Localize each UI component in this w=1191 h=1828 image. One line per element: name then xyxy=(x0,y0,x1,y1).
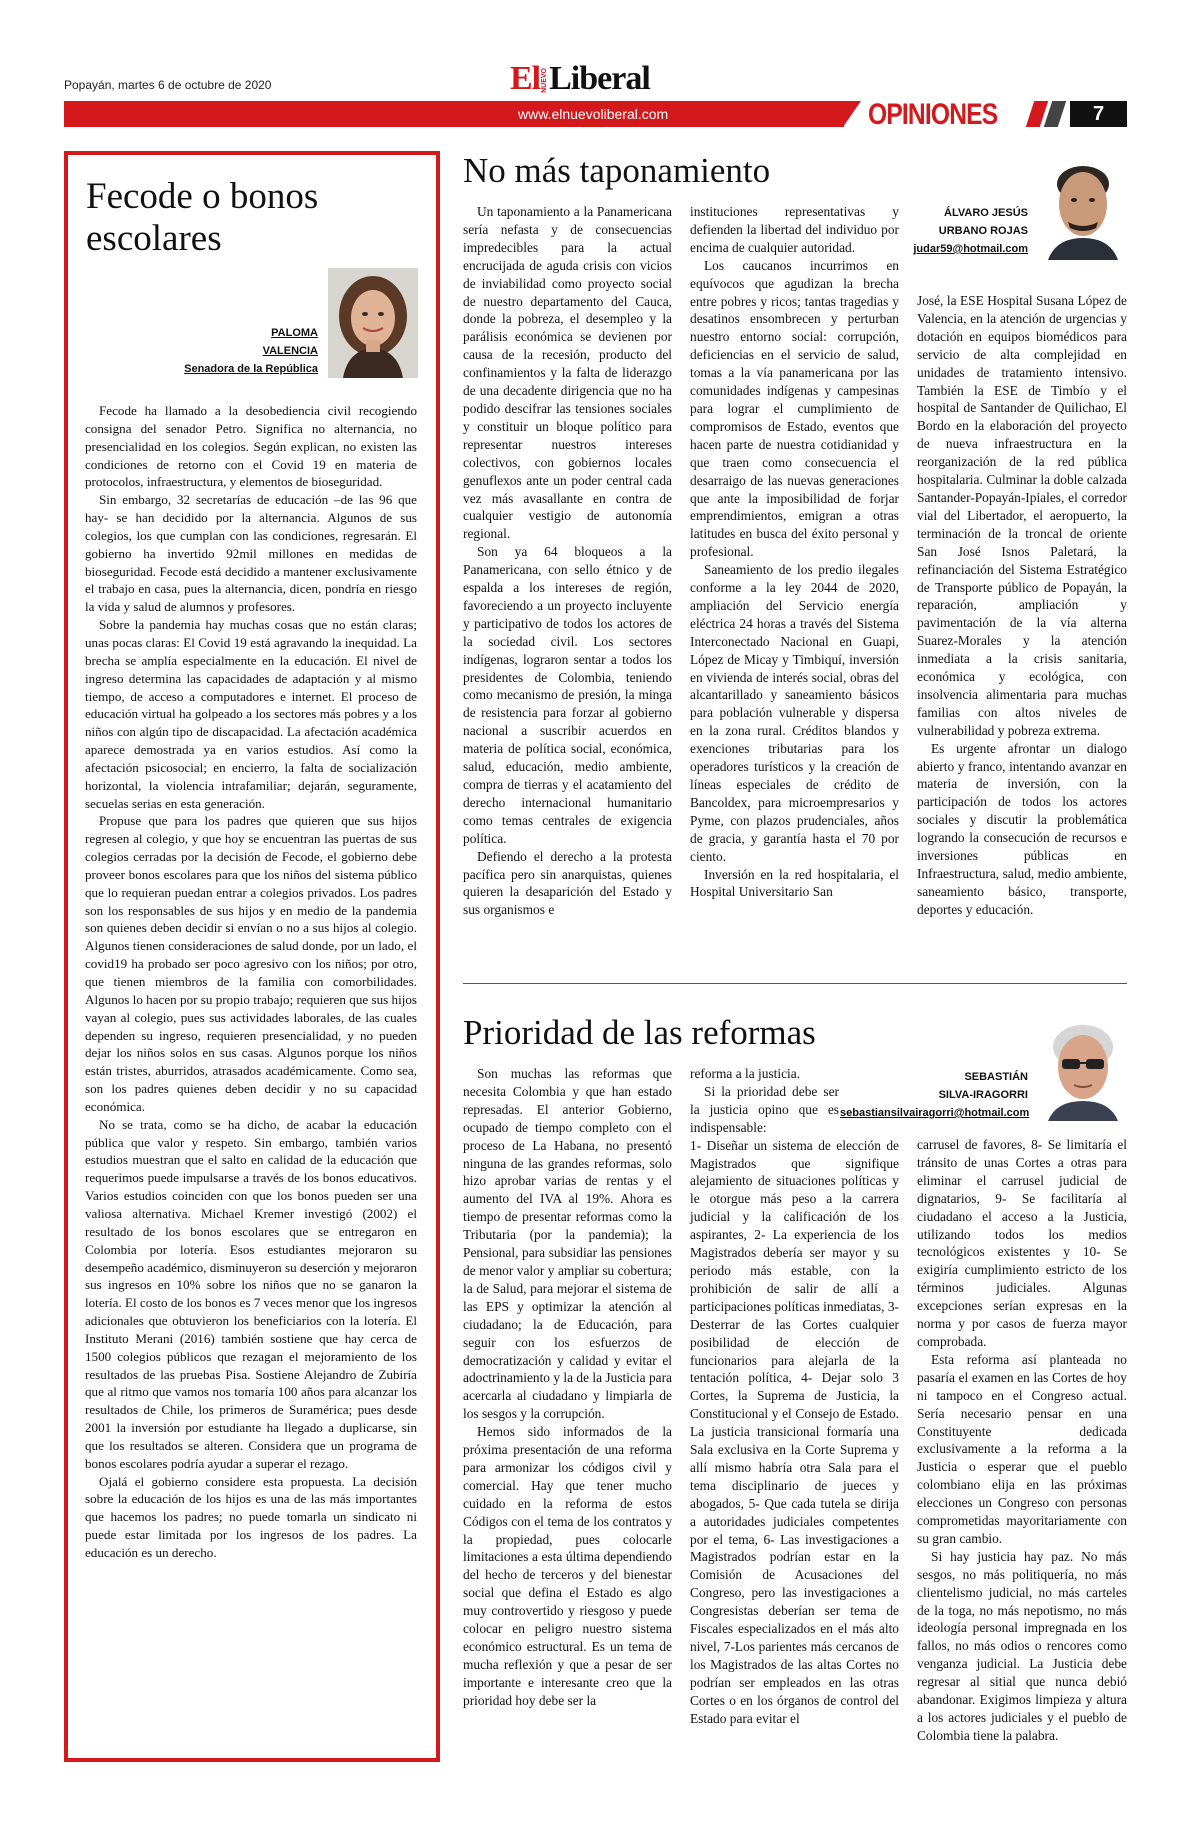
page-number: 7 xyxy=(1070,101,1127,127)
newspaper-logo xyxy=(510,60,650,96)
paragraph: Propuse que para los padres que quieren que sus hijos regresen al colegio, y que hoy se encuentran las puertas de sus colegios cerradas por la decisión de Fecode, el gobierno debe proveer bonos escolares para que los niños del sistema público que lo requieran puedan entrar a colegios privados. Los padres son los responsables de sus hijos y en medio de la pandemia son quienes deben decidir si envían o no a sus hijos al colegio. Algunos tienen consideraciones de salud donde, por un lado, el covid19 ha probado ser poco agresivo con los niños; por otro, que tienen miembros de la familia con comorbilidades. Algunos lo hacen por su propio trabajo; requieren que sus hijos vayan al colegio, pues sus actividades laborales, de las cuales dependen su ingreso, requieren presencialidad, y no pueden dejar los niños solos en sus casas. Algunos porque los niños están tristes, aburridos, atrasados académicamente. Como sea, son los padres quienes deben decidir y no su capacidad económica. xyxy=(85,813,417,1114)
author-role: Senadora de la República xyxy=(184,363,318,375)
paragraph: Esta reforma así planteada no pasaría el examen en las Cortes de hoy ni tampoco en el Congreso actual. Sería necesario pensar en una Constituyente dedicada exclusivamente a la reforma a la Justicia o esperar que el pueblo colombiano elija en las próximas elecciones un Congreso con personas comprometidas mayoritariamente con su gran cambio. xyxy=(917,1351,1127,1546)
paragraph: reforma a la justicia. xyxy=(690,1066,801,1081)
author-photo-urbano xyxy=(1038,152,1128,260)
article-divider xyxy=(463,983,1127,984)
paragraph: Son muchas las reformas que necesita Colombia y que han estado represadas. El anterior Gobierno, ocupado de tiempo completo con el proceso de La Habana, no presentó ninguna de las grandes reformas, solo hizo aprobar varias de rentas y el aumento del IVA al 19%. Ahora es tiempo de presentar reformas como la Tributaria (por la pandemia); la Pensional, para subsidiar las pensiones de menor valor y ampliar su cobertura; la de Salud, para mejorar el sistema de las EPS y optimizar la atención al ciudadano; la de Educación, para seguir con los esfuerzos de democratización y calidad y evitar el adoctrinamiento y la de la Justicia para acercarla al ciudadano y limpiarla de los sesgos y la corrupción. xyxy=(463,1066,672,1422)
paragraph: Si hay justicia hay paz. No más sesgos, no más politiquería, no más clientelismo judicial, no más carteles de la toga, no más nepotismo, no más ideología personal impregnada en los fallos, no más odios o rencores como venganza judicial. La Justicia debe regresar al sitial que nunca debió abandonar. Exigimos limpieza y altura a los actores judiciales y el pueblo de Colombia tiene la palabra. xyxy=(917,1548,1127,1743)
paragraph: Sobre la pandemia hay muchas cosas que no están claras; unas pocas claras: El Covid 19 está agravando la inequidad. La brecha se amplía especialmente en la educación. El nivel de ingreso determina las capacidades de adaptación y al mismo tiempo, de acceso a computadores e internet. El proceso de educación virtual ha golpeado a los sectores más pobres y a los niños con algún tipo de discapacidad. La afectación académica aparece demostrada ya en varios estudios. Así como la afectación psicosocial; en encierro, la falta de socialización horizontal, la violencia intrafamiliar; dejarán, seguramente, secuelas serias en esta generación. xyxy=(85,617,417,811)
header-red-bar xyxy=(64,101,844,127)
paragraph: No se trata, como se ha dicho, de acabar la educación pública que valor y respeto. Sin embargo, también varios estudios muestran que el salto en calidad de la educación que requerimos puede impulsarse a través de los bonos educativos. Varios estudios coinciden con que los bonos pueden ser una valiosa alternativa. Michael Kremer investigó (2002) el resultado de los bonos escolares que se entregaron en Colombia por lotería. Esos estudiantes mejoraron su desempeño académico, disminuyeron su deserción y mejoraron sus ingresos en 10% sobre los niños que no se ganaron la lotería. El costo de los bonos es 7 veces menor que los ingresos adicionales que obtuvieron los beneficiarios con la lotería. El Instituto Merani (2016) también sostiene que hay cerca de 1500 colegios públicos que rezagan el mejoramiento de los resultados de las pruebas Pisa. Sostiene Alejandro de Zubiría que al ritmo que vamos nos tomaría 100 años para alcanzar los resultados de Chile, los primeros de Suramérica; pues desde 2001 la inversión por estudiante ha llegado a duplicarse, sin que los resultados se alteren. Considera que un programa de bonos escolares podría ayudar a superar el rezago. xyxy=(85,1116,418,1471)
paragraph: Defiendo el derecho a la protesta pacífica pero sin anarquistas, quienes quieren la desaparición del Estado y sus organismos e xyxy=(463,848,672,918)
paragraph: Son ya 64 bloqueos a la Panamericana, con sello étnico y de espalda a los intereses de región, favoreciendo a un proyecto incluyente y participativo de todos los actores de la sociedad civil. Los sectores indígenas, lograron sentar a todos los presidentes de Colombia, teniendo como mecanismo de presión, la minga de resistencia para forzar al gobierno nacional a suscribir acuerdos en materia de política social, económica, salud, educación, medio ambiente, compra de tierras y el acatamiento del derecho internacional humanitario como temas centrales de exigencia política. xyxy=(463,544,672,846)
author-email: sebastiansilvairagorri@hotmail.com xyxy=(840,1107,1030,1119)
author-first-name: ÁLVARO JESÚS xyxy=(944,207,1028,219)
author-last-name: VALENCIA xyxy=(262,345,318,357)
author-email: judar59@hotmail.com xyxy=(913,243,1028,255)
article-title-taponamiento: No más taponamiento xyxy=(463,151,771,190)
logo-liberal: Liberal xyxy=(549,60,650,97)
article-title-reformas: Prioridad de las reformas xyxy=(463,1013,816,1052)
paragraph: Saneamiento de los predio ilegales conforme a la ley 2044 de 2020, ampliación del Servicio energía eléctrica 24 horas a través del Sistema Interconectado Nacional en Guapi, López de Micay y Timbiquí, inversión en vivienda de interés social, obras del alcantarillado y saneamiento básicos para población vulnerable y dispersa en la zona rural. Créditos blandos y exenciones tributarias para los operadores turísticos y la creación de líneas especiales de crédito de Bancoldex, para microempresarios y Pyme, con plazos prudenciales, años de gracia, y garantía hasta el 70 por ciento. xyxy=(690,562,899,864)
author-photo-valencia xyxy=(328,268,418,378)
header-red-bar-tip xyxy=(843,101,861,127)
paragraph: instituciones representativas y defienden la libertad del individuo por encima de cualquier autoridad. xyxy=(690,204,899,255)
paragraph: 1- Diseñar un sistema de elección de Magistrados que signifique alejamiento de situaciones políticas y le otorgue más peso a la carrera judicial y la calificación de los aspirantes, 2- La experiencia de los Magistrados debería ser mayor y su periodo más estable, con la prohibición de salir de allí a participaciones políticas inmediatas, 3- Desterrar de las Cortes cualquier posibilidad de elección de funcionarios para alejarla de la tentación política, 4- Dejar solo 3 Cortes, la Suprema de Justicia, la Constitucional y el Consejo de Estado. La justicia transicional formaría una Sala exclusiva en la Corte Suprema y allí mismo habría otra Sala para el tema disciplinario de jueces y abogados, 5- Que cada tutela se dirija a autoridades judiciales competentes por el tema, 6- Las investigaciones a Magistrados podrían estar en la Comisión de Acusaciones del Congreso, pero las investigaciones a Congresistas deberían ser tema de Fiscales especializados en el más alto nivel, 7-Los parientes más cercanos de los Magistrados de las altas Cortes no podrían ser empleados en las otras Cortes o en los órganos de control del Estado para evitar el xyxy=(690,1137,899,1726)
logo-el: El xyxy=(510,60,541,97)
author-photo-silva xyxy=(1038,1013,1128,1121)
section-title: OPINIONES xyxy=(868,98,998,131)
article-title-fecode: Fecode o bonos escolares xyxy=(86,176,319,259)
paragraph: Ojalá el gobierno considere esta propuesta. La decisión sobre la educación de los hijos es una de las más importantes que hacemos los padres; no puede tomarla un sindicato ni puede estar limitada por los ingresos de los padres. La educación es un derecho. xyxy=(85,1473,417,1560)
article-body-col2 xyxy=(690,203,899,901)
paragraph: José, la ESE Hospital Susana López de Valencia, en la atención de urgencias y dotación en equipos biomédicos para servicio de alta complejidad en unidades de tratamiento intensivo. También la ESE de Timbío y el hospital de Santander de Quilichao, El Bordo en la elaboración del proyecto de nueva infraestructura en la reorganización de la red pública hospitalaria. Culminar la doble calzada Santander-Popayán-Ipiales, el corredor vial del Libertador, el aeropuerto, la terminación de la troncal de oriente San José Isnos Paletará, la refinanciación del Sistema Estratégico de Transporte público de Popayán, la reparación, ampliación y pavimentación de la vía alterna Suarez-Morales y la atención inmediata a la crisis sanitaria, económica y ecológica, con insolvencia alimentaria para muchas familias con altos niveles de vulnerabilidad y pobreza extrema. xyxy=(917,293,1127,738)
author-first-name: PALOMA xyxy=(271,327,318,339)
author-first-name: SEBASTIÁN xyxy=(964,1071,1028,1083)
author-byline-urbano xyxy=(900,204,1028,258)
paragraph: Inversión en la red hospitalaria, el Hospital Universitario San xyxy=(690,866,899,900)
article-body-fecode xyxy=(85,402,417,1562)
logo-nuevo: NUEVO xyxy=(541,68,549,93)
article-body-col3 xyxy=(917,1136,1127,1745)
author-last-name: SILVA-IRAGORRI xyxy=(938,1089,1028,1101)
paragraph: Sin embargo, 32 secretarías de educación –de las 96 que hay- se han decidido por la alternancia. Algunos de sus colegios, los que cumplan con las condiciones, regresarán. El gobierno ha invertido 92mil millones en medidas de bioseguridad. Fecode está decidido a mantener exclusivamente el trabajo en casa, pues la alternancia, dicen, pondría en riesgo la vida y salud de alumnos y profesores. xyxy=(85,492,417,615)
paragraph: Si la prioridad debe ser la justicia opino que es indispensable: xyxy=(690,1083,839,1135)
paragraph: carrusel de favores, 8- Se limitaría el tránsito de unas Cortes a otras para eliminar el carrusel judicial de dignatarios, 9- Se facilitaría al ciudadano el acceso a la Justicia, utilizando todos los medios tecnológicos existentes y 10- Se exigiría cumplimiento estricto de los términos judiciales. Algunas excepciones serían expresas en la norma y por casos de fuerza mayor comprobada. xyxy=(917,1137,1127,1349)
paragraph: Fecode ha llamado a la desobediencia civil recogiendo consigna del senador Petro. Significa no alternancia, no presencialidad en los colegios. Según explican, no existen las condiciones de retorno con el Covid 19 en materia de protocolos, infraestructura, y elementos de bioseguridad. xyxy=(85,403,417,490)
article-body-col3 xyxy=(917,292,1127,919)
author-byline-valencia xyxy=(160,324,318,378)
article-body-col2 xyxy=(690,1065,899,1728)
paragraph: Los caucanos incurrimos en equívocos que agudizan la brecha entre pobres y ricos; tantas tragedias y desatinos ensombrecen y perturban nuestro entorno social: corrupción, deficiencias en el servicio de salud, tomas a la vía panamericana por las comunidades indígenas y campesinas para lograr el cumplimiento de compromisos de Estado, eventos que hacen parte de nuestra cotidianidad y que traen como consecuencia el desarraigo de las nuevas generaciones que ante la imposibilidad de forjar emprendimientos, emigran a otras latitudes en busca del éxito personal y profesional. xyxy=(690,257,899,560)
article-body-col1 xyxy=(463,203,672,919)
author-last-name: URBANO ROJAS xyxy=(938,225,1028,237)
website-url: www.elnuevoliberal.com xyxy=(518,106,669,122)
article-body-col1 xyxy=(463,1065,672,1710)
section-accent-gray xyxy=(1044,101,1066,127)
edition-date: Popayán, martes 6 de octubre de 2020 xyxy=(64,78,272,92)
paragraph: Hemos sido informados de la próxima presentación de una reforma para armonizar los códigos civil y comercial. Hay que tener mucho cuidado en la reforma de estos Códigos con el tema de los contratos y la propiedad, pues colocarle limitaciones a esta última dependiendo del hecho de terceros y del bienestar social que defina el Estado es algo muy controvertido y riesgoso y puede colocar en peligro nuestro sistema económico estructural. Es un tema de mucha reflexión y que a pesar de ser importante e interesante creo que la prioridad hoy debe ser la xyxy=(463,1424,672,1708)
paragraph: Es urgente afrontar un dialogo abierto y franco, intentando avanzar en materia de inversión, con la participación de todos los actores sociales y discutir la problemática logrando la consecución de recursos e inversiones públicas en Infraestructura, salud, medio ambiente, saneamiento básico, transporte, deportes y educación. xyxy=(917,740,1127,917)
paragraph: Un taponamiento a la Panamericana sería nefasta y de consecuencias impredecibles para la actual encrucijada de aguda crisis con vicios de inviabilidad como proyecto social de nuestro departamento del Cauca, donde la pobreza, el desempleo y la parálisis económica se devienen por causa de la recesión, producto del confinamientos y la falta de liderazgo de una decadente dirigencia que no ha podido descifrar las tensiones sociales y constituir un bloque político para representar nuestros intereses colectivos, con gobiernos locales genuflexos ante un poder central cada vez más avasallante en contra de cualquier vestigio de autonomía regional. xyxy=(463,204,672,542)
